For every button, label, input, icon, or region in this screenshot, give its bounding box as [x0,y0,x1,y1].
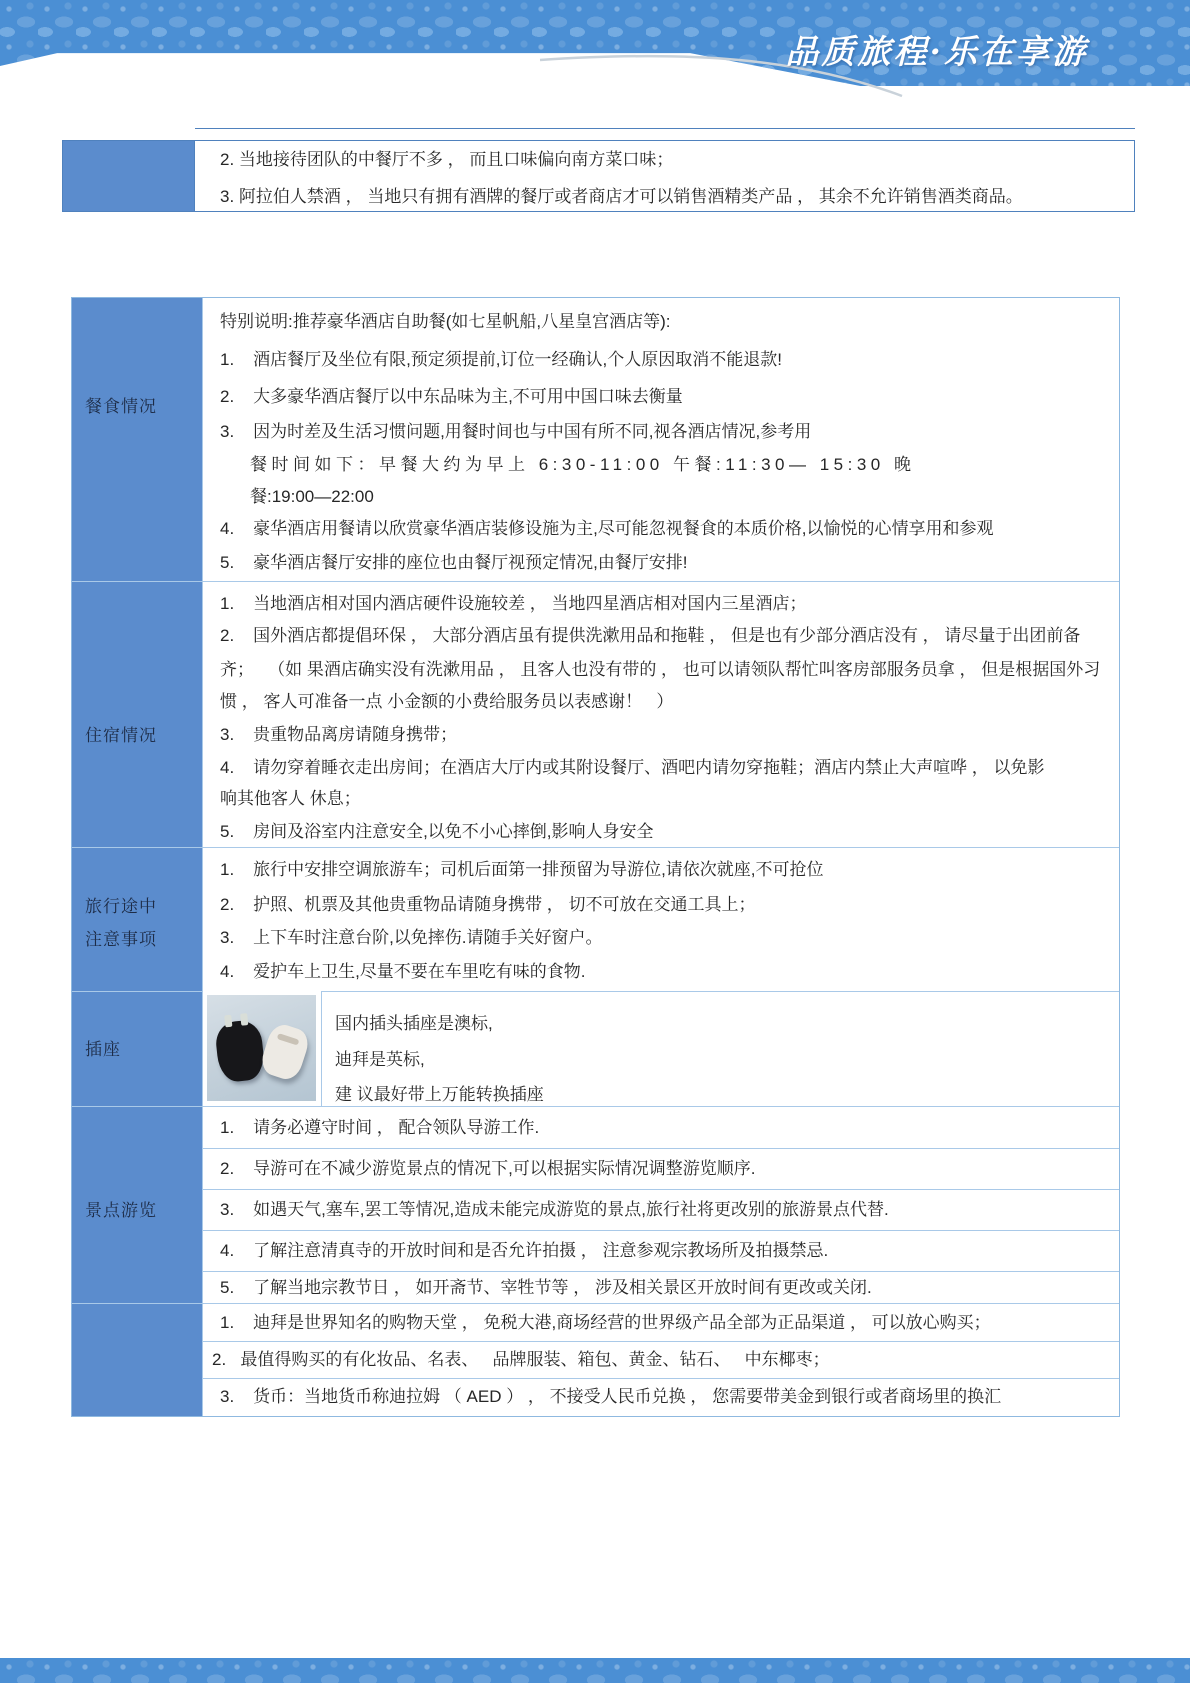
section-label-socket: 插座 [85,1040,121,1059]
note-line: 国内插头插座是澳标, [335,1014,493,1033]
note-line: 1. 旅行中安排空调旅游车；司机后面第一排预留为导游位,请依次就座,不可抢位 [220,860,824,879]
note-line: 2. 国外酒店都提倡环保 ， 大部分酒店虽有提供洗漱用品和拖鞋 ， 但是也有少部分酒店没有 ， 请尽量于出团前备 [220,626,1081,645]
note-line: 惯 ， 客人可准备一点 小金额的小费给服务员以表感谢！ ） [220,692,674,711]
section-divider [72,581,1119,582]
main-notes-table [71,297,1120,1417]
top-table [62,140,1135,212]
note-line: 4. 豪华酒店用餐请以欣赏豪华酒店装修设施为主,尽可能忽视餐食的本质价格,以愉悦的心情享用和参观 [220,519,994,538]
section-label-transit-1: 旅行途中 [85,897,157,916]
note-line: 3. 如遇天气,塞车,罢工等情况,造成未能完成游览的景点,旅行社将更改别的旅游景点代替. [220,1200,889,1219]
footer-band [0,1658,1190,1683]
uk-plug-icon [214,1019,266,1083]
section-label-sightseeing: 景点游览 [85,1201,157,1220]
row-divider [203,1189,1119,1190]
section-divider [72,847,1119,848]
note-line: 建 议最好带上万能转换插座 [335,1085,544,1104]
section-divider [72,1303,1119,1304]
plug-adapter-photo [207,995,316,1101]
plug-photo-cell [203,991,322,1106]
note-line: 餐:19:00—22:00 [250,487,374,506]
note-line: 5. 豪华酒店餐厅安排的座位也由餐厅视预定情况,由餐厅安排! [220,553,688,572]
note-line: 2. 护照、机票及其他贵重物品请随身携带 ， 切不可放在交通工具上； [220,895,756,914]
note-line: 3. 贵重物品离房请随身携带； [220,725,458,744]
note-line: 1. 迪拜是世界知名的购物天堂 ， 免税大港,商场经营的世界级产品全部为正品渠道 ， 可以放心购买； [220,1313,991,1332]
note-line: 3. 上下车时注意台阶,以免摔伤.请随手关好窗户。 [220,928,603,947]
row-divider [203,1271,1119,1272]
note-line: 2. 最值得购买的有化妆品、名表、 品牌服装、箱包、黄金、钻石、 中东椰枣； [212,1350,830,1369]
note-line: 响其他客人 休息； [220,789,361,808]
note-line: 4. 了解注意清真寺的开放时间和是否允许拍摄 ， 注意参观宗教场所及拍摄禁忌. [220,1241,829,1260]
note-line: 2. 大多豪华酒店餐厅以中东品味为主,不可用中国口味去衡量 [220,387,683,406]
section-label-lodging: 住宿情况 [85,726,157,745]
section-divider [72,1106,1119,1107]
top-table-upper-border [195,128,1135,129]
note-line: 5. 房间及浴室内注意安全,以免不小心摔倒,影响人身安全 [220,822,654,841]
note-line: 4. 请勿穿着睡衣走出房间；在酒店大厅内或其附设餐厅、酒吧内请勿穿拖鞋；酒店内禁止大声喧哗 ， 以免影 [220,758,1045,777]
row-divider [203,1378,1119,1379]
note-line: 3. 因为时差及生活习惯问题,用餐时间也与中国有所不同,视各酒店情况,参考用 [220,422,812,441]
row-divider [203,1148,1119,1149]
section-label-meals: 餐食情况 [85,397,157,416]
note-line: 3. 货币：当地货币称迪拉姆 （ AED ） ， 不接受人民币兑换 ， 您需要带美金到银行或者商场里的换汇 [220,1387,1002,1406]
note-line: 4. 爱护车上卫生,尽量不要在车里吃有味的食物. [220,962,586,981]
white-plug-icon [258,1021,312,1083]
note-line: 2. 导游可在不减少游览景点的情况下,可以根据实际情况调整游览顺序. [220,1159,756,1178]
note-line: 1. 当地酒店相对国内酒店硬件设施较差 ， 当地四星酒店相对国内三星酒店； [220,594,807,613]
top-table-label-cell [63,141,195,211]
label-column [72,298,203,1416]
note-line: 1. 酒店餐厅及坐位有限,预定须提前,订位一经确认,个人原因取消不能退款! [220,350,782,369]
note-line: 1. 请务必遵守时间 ， 配合领队导游工作. [220,1118,540,1137]
section-label-transit-2: 注意事项 [85,930,157,949]
note-line: 特别说明:推荐豪华酒店自助餐(如七星帆船,八星皇宫酒店等): [220,312,671,331]
note-line: 迪拜是英标, [335,1050,425,1069]
row-divider [203,1341,1119,1342]
row-divider [203,1230,1119,1231]
note-line: 3. 阿拉伯人禁酒 ， 当地只有拥有酒牌的餐厅或者商店才可以销售酒精类产品 ， 其余不允许销售酒类商品。 [220,187,1023,206]
brand-slogan: 品质旅程·乐在享游 [785,32,1088,71]
note-line: 5. 了解当地宗教节日 ， 如开斋节、宰牲节等 ， 涉及相关景区开放时间有更改或关闭. [220,1278,872,1297]
note-line: 餐时间如下：早餐大约为早上 6:30-11:00 午餐:11:30— 15:30 晚 [250,455,916,474]
note-line: 2. 当地接待团队的中餐厅不多 ， 而且口味偏向南方菜口味； [220,150,674,169]
note-line: 齐； （如 果酒店确实没有洗漱用品 ， 且客人也没有带的 ， 也可以请领队帮忙叫客房部服务员拿 ， 但是根据国外习 [220,660,1101,679]
